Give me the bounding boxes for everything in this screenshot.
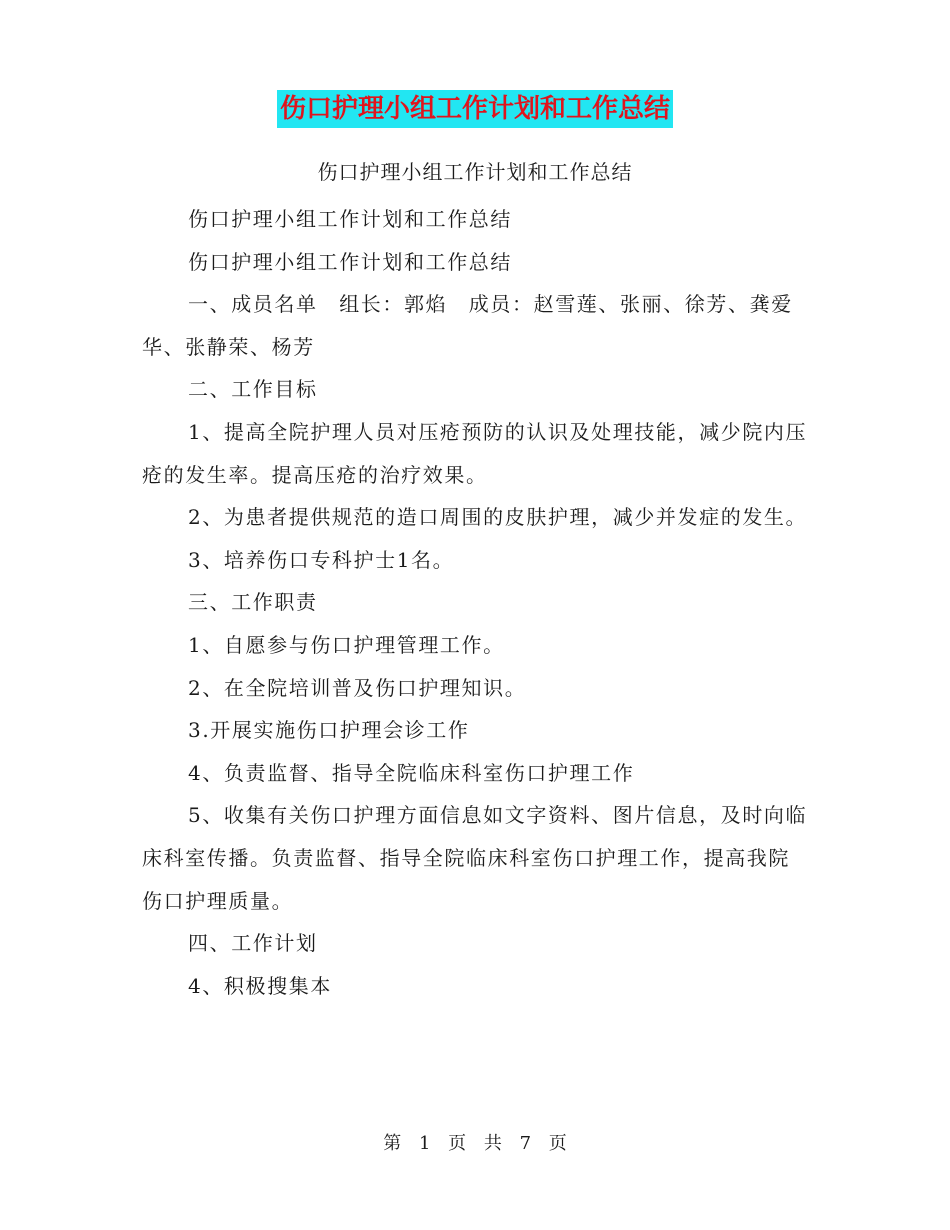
paragraph: 3.开展实施伤口护理会诊工作 <box>188 718 470 743</box>
page-footer <box>0 1130 950 1158</box>
title-banner: 伤口护理小组工作计划和工作总结 <box>277 90 673 128</box>
paragraph: 4、负责监督、指导全院临床科室伤口护理工作 <box>188 760 635 785</box>
paragraph: 5、收集有关伤口护理方面信息如文字资料、图片信息，及时向临床科室传播。负责监督、指导全院临床科室伤口护理工作，提高我院伤口护理质量。 <box>142 803 808 913</box>
paragraph: 3、培养伤口专科护士1名。 <box>188 547 455 572</box>
paragraph: 1、提高全院护理人员对压疮预防的认识及处理技能，减少院内压疮的发生率。提高压疮的治疗效果。 <box>142 419 808 487</box>
total-pages-number: 7 <box>519 1133 532 1154</box>
page-label-mid1: 页 <box>448 1133 467 1154</box>
section-heading-duties: 三、工作职责 <box>188 590 318 615</box>
page-label-suffix: 页 <box>548 1133 567 1154</box>
paragraph: 伤口护理小组工作计划和工作总结 <box>188 207 512 231</box>
paragraph: 伤口护理小组工作计划和工作总结 <box>188 249 512 274</box>
page-label-mid2: 共 <box>483 1133 502 1154</box>
section-heading-goals: 二、工作目标 <box>188 377 318 402</box>
paragraph: 2、在全院培训普及伤口护理知识。 <box>188 675 527 700</box>
paragraph: 1、自愿参与伤口护理管理工作。 <box>188 632 505 657</box>
paragraph: 2、为患者提供规范的造口周围的皮肤护理，减少并发症的发生。 <box>188 505 808 530</box>
paragraph: 4、积极搜集本 <box>188 973 332 998</box>
current-page-number: 1 <box>418 1133 431 1154</box>
page-label-prefix: 第 <box>383 1133 402 1154</box>
title-banner-container <box>0 90 950 128</box>
paragraph-members: 一、成员名单 组长：郭焰 成员：赵雪莲、张丽、徐芳、龚爱华、张静荣、杨芳 <box>142 292 793 359</box>
document-body <box>142 198 810 1007</box>
section-heading-plan: 四、工作计划 <box>188 931 318 956</box>
document-subtitle: 伤口护理小组工作计划和工作总结 <box>317 160 633 184</box>
